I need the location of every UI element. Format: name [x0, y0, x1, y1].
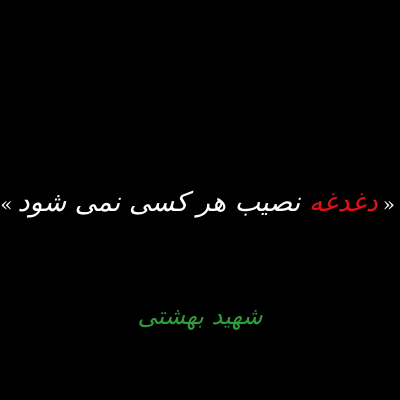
highlight-word: دغدغه: [308, 187, 378, 218]
author-signature: شهید بهشتی: [137, 302, 263, 330]
quote-rest-text: نصیب هر کسی نمی شود: [17, 187, 301, 218]
quote-line: [0, 186, 400, 221]
closing-quote-mark: »: [0, 191, 13, 216]
opening-quote-mark: «: [382, 191, 395, 216]
